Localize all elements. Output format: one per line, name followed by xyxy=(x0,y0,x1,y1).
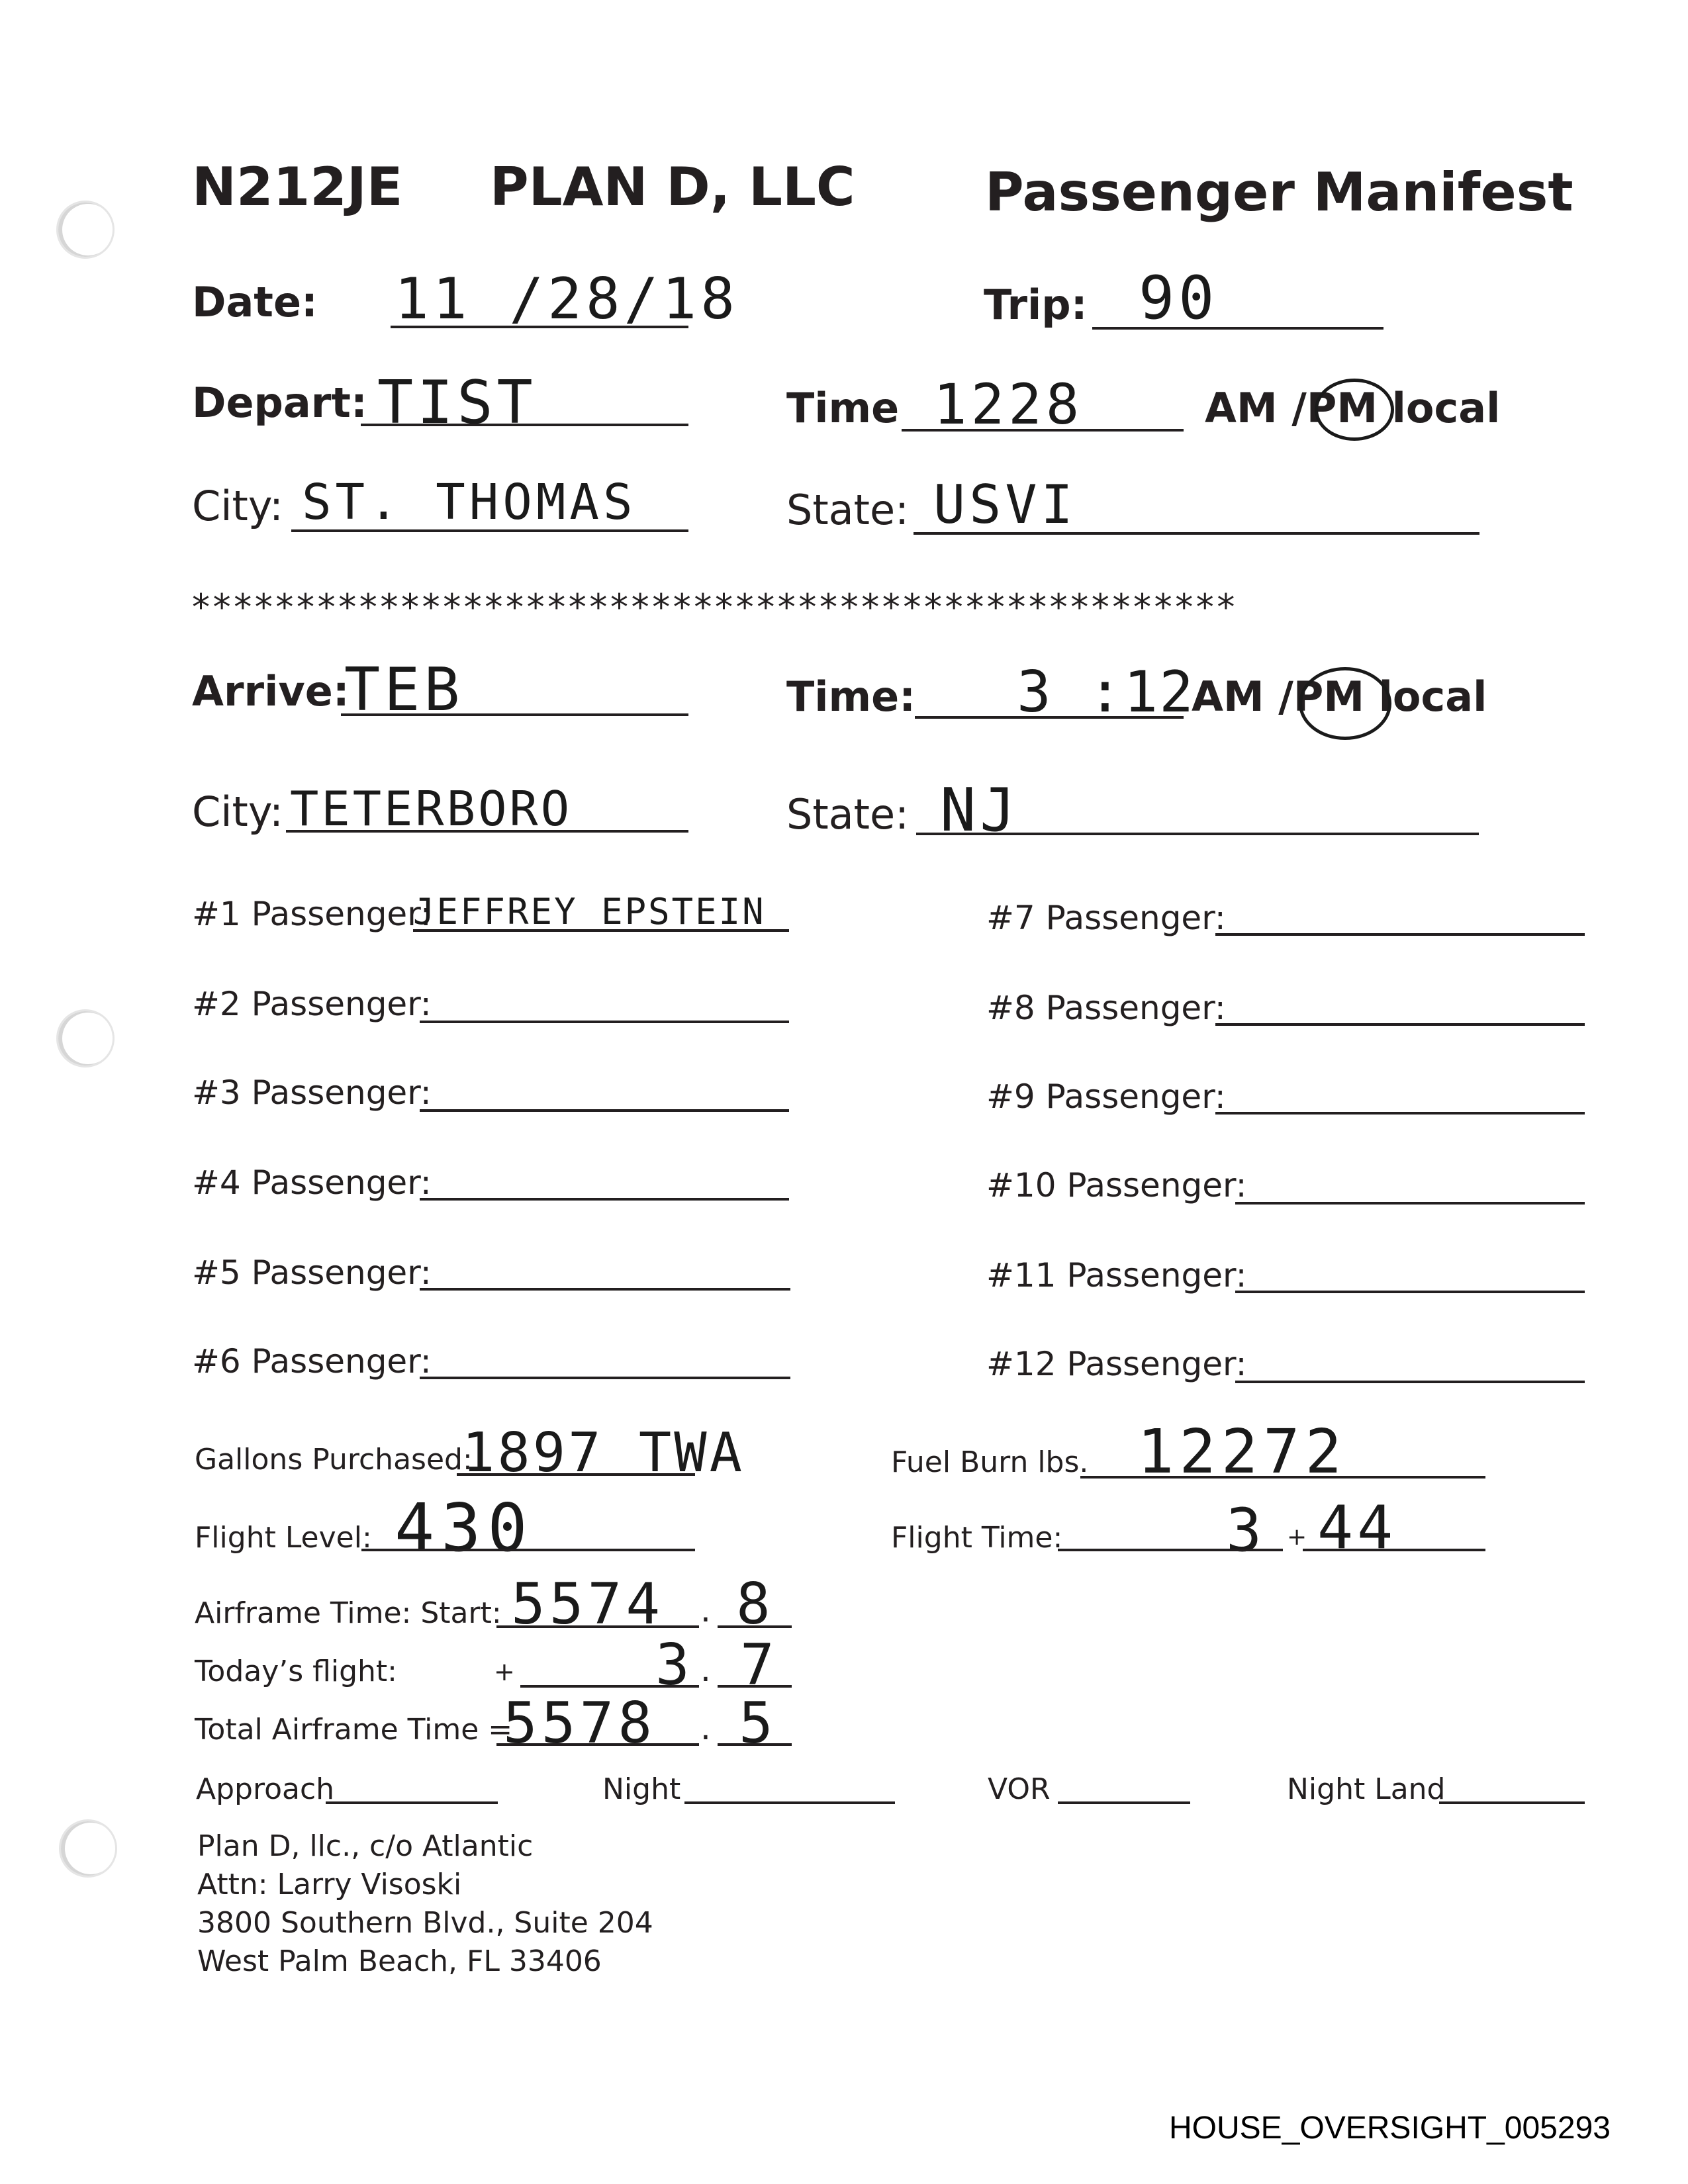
arrive-city-label: City: xyxy=(192,788,283,836)
todays-flight-dot: . xyxy=(700,1651,711,1689)
arrive-label: Arrive: xyxy=(192,667,350,715)
trip-value[interactable]: 90 xyxy=(1139,263,1219,333)
arrive-city-value[interactable]: TETERBORO xyxy=(290,781,573,837)
binder-hole-bottom xyxy=(61,1821,115,1876)
trip-label: Trip: xyxy=(984,281,1088,329)
passenger-8-label: #8 Passenger: xyxy=(986,989,1226,1027)
arrive-value[interactable]: TEB xyxy=(344,655,464,725)
depart-city-label: City: xyxy=(192,482,283,530)
passenger-3-label: #3 Passenger: xyxy=(192,1073,432,1112)
date-label: Date: xyxy=(192,278,318,326)
total-airframe-whole[interactable]: 5578 xyxy=(503,1690,657,1756)
arrive-time-line xyxy=(915,716,1184,719)
flight-level-value[interactable]: 430 xyxy=(395,1489,534,1567)
total-airframe-line-tenth xyxy=(718,1743,792,1746)
total-airframe-label: Total Airframe Time = xyxy=(195,1713,513,1747)
depart-state-value[interactable]: USVI xyxy=(933,474,1077,535)
binder-hole-middle xyxy=(58,1011,113,1066)
night-land-line[interactable] xyxy=(1439,1801,1585,1804)
fuel-burn-value[interactable]: 12272 xyxy=(1137,1416,1347,1487)
depart-city-line xyxy=(291,529,688,532)
address-line-2: Attn: Larry Visoski xyxy=(197,1868,462,1901)
address-line-3: 3800 Southern Blvd., Suite 204 xyxy=(197,1906,653,1940)
depart-ampm: AM /PM local xyxy=(1205,384,1501,432)
passenger-4-line[interactable] xyxy=(420,1198,789,1201)
trip-line xyxy=(1092,327,1383,330)
todays-flight-plus: + xyxy=(494,1657,515,1686)
todays-flight-line-whole xyxy=(520,1685,699,1688)
passenger-11-label: #11 Passenger: xyxy=(986,1256,1247,1295)
depart-time-line xyxy=(902,429,1184,432)
vor-line[interactable] xyxy=(1058,1801,1190,1804)
night-label: Night xyxy=(602,1772,681,1806)
flight-level-line xyxy=(361,1549,695,1551)
flight-time-hours[interactable]: 3 xyxy=(1226,1496,1266,1565)
flight-time-line-hours xyxy=(1058,1549,1283,1551)
depart-pm-circle xyxy=(1315,379,1394,441)
date-value[interactable]: 11 /28/18 xyxy=(395,266,739,332)
passenger-1-value[interactable]: JEFFREY EPSTEIN xyxy=(413,891,766,933)
airframe-start-line-tenth xyxy=(718,1625,792,1628)
flight-time-line-minutes xyxy=(1303,1549,1485,1551)
passenger-10-line[interactable] xyxy=(1235,1202,1585,1205)
passenger-7-label: #7 Passenger: xyxy=(986,899,1226,937)
passenger-5-label: #5 Passenger: xyxy=(192,1253,432,1292)
passenger-3-line[interactable] xyxy=(420,1109,789,1112)
depart-city-value[interactable]: ST. THOMAS xyxy=(302,474,637,531)
total-airframe-line-whole xyxy=(496,1743,699,1746)
todays-flight-line-tenth xyxy=(718,1685,792,1688)
separator-stars: ************************************************** xyxy=(192,586,1238,628)
passenger-11-line[interactable] xyxy=(1235,1291,1585,1293)
fuel-burn-line xyxy=(1080,1476,1485,1479)
flight-time-plus: + xyxy=(1287,1524,1307,1551)
night-land-label: Night Land xyxy=(1287,1772,1446,1806)
total-airframe-tenth[interactable]: 5 xyxy=(739,1690,777,1756)
address-line-1: Plan D, llc., c/o Atlantic xyxy=(197,1829,534,1863)
airframe-start-line-whole xyxy=(496,1625,699,1628)
airframe-start-tenth[interactable]: 8 xyxy=(736,1571,774,1637)
arrive-ampm: AM /PM local xyxy=(1192,672,1487,721)
passenger-9-line[interactable] xyxy=(1215,1112,1585,1115)
airframe-start-label: Airframe Time: Start: xyxy=(195,1596,502,1630)
arrive-pm-circle xyxy=(1299,667,1391,740)
night-line[interactable] xyxy=(684,1801,895,1804)
passenger-1-line xyxy=(413,929,789,932)
todays-flight-label: Today’s flight: xyxy=(195,1655,397,1688)
passenger-12-line[interactable] xyxy=(1235,1381,1585,1383)
depart-state-line xyxy=(914,532,1479,535)
arrive-time-value[interactable]: 3 :12 xyxy=(1017,659,1195,725)
date-line xyxy=(391,326,688,328)
airframe-start-dot: . xyxy=(700,1591,711,1629)
todays-flight-tenth[interactable]: 7 xyxy=(740,1632,778,1698)
gallons-label: Gallons Purchased: xyxy=(195,1443,473,1477)
depart-time-label: Time xyxy=(786,384,900,432)
vor-label: VOR xyxy=(988,1772,1051,1806)
flight-time-label: Flight Time: xyxy=(891,1521,1063,1555)
arrive-state-value[interactable]: NJ xyxy=(940,776,1020,845)
bates-number: HOUSE_OVERSIGHT_005293 xyxy=(1169,2111,1611,2146)
passenger-4-label: #4 Passenger: xyxy=(192,1163,432,1202)
company-name: PLAN D, LLC xyxy=(490,156,855,218)
arrive-state-line xyxy=(916,833,1479,835)
passenger-1-label: #1 Passenger: xyxy=(192,895,432,933)
passenger-5-line[interactable] xyxy=(420,1288,790,1291)
flight-time-minutes[interactable]: 44 xyxy=(1317,1493,1397,1563)
form-title: Passenger Manifest xyxy=(985,161,1573,223)
arrive-state-label: State: xyxy=(786,790,910,839)
passenger-9-label: #9 Passenger: xyxy=(986,1077,1226,1116)
passenger-7-line[interactable] xyxy=(1215,933,1585,936)
fuel-burn-label: Fuel Burn lbs. xyxy=(891,1445,1089,1479)
passenger-6-line[interactable] xyxy=(420,1377,790,1379)
depart-value[interactable]: TIST xyxy=(377,368,537,437)
total-airframe-dot: . xyxy=(700,1709,711,1747)
passenger-6-label: #6 Passenger: xyxy=(192,1342,432,1381)
tail-number: N212JE xyxy=(192,156,403,218)
binder-hole-top xyxy=(58,203,113,257)
passenger-8-line[interactable] xyxy=(1215,1023,1585,1026)
gallons-value[interactable]: 1897 TWA xyxy=(462,1422,745,1484)
todays-flight-whole[interactable]: 3 xyxy=(655,1632,694,1698)
gallons-line xyxy=(457,1473,695,1476)
depart-state-label: State: xyxy=(786,486,910,534)
airframe-start-whole[interactable]: 5574 xyxy=(511,1571,665,1637)
flight-level-label: Flight Level: xyxy=(195,1521,372,1555)
passenger-10-label: #10 Passenger: xyxy=(986,1166,1247,1205)
passenger-2-line[interactable] xyxy=(420,1021,789,1023)
arrive-city-line xyxy=(286,830,688,833)
passenger-2-label: #2 Passenger: xyxy=(192,985,432,1023)
approach-label: Approach xyxy=(196,1772,335,1806)
depart-label: Depart: xyxy=(192,379,367,427)
depart-line xyxy=(361,424,688,426)
address-line-4: West Palm Beach, FL 33406 xyxy=(197,1944,602,1978)
passenger-12-label: #12 Passenger: xyxy=(986,1345,1247,1383)
arrive-line xyxy=(341,713,688,716)
arrive-time-label: Time: xyxy=(786,672,915,721)
approach-line[interactable] xyxy=(326,1801,498,1804)
depart-time-value[interactable]: 1228 xyxy=(933,372,1084,437)
